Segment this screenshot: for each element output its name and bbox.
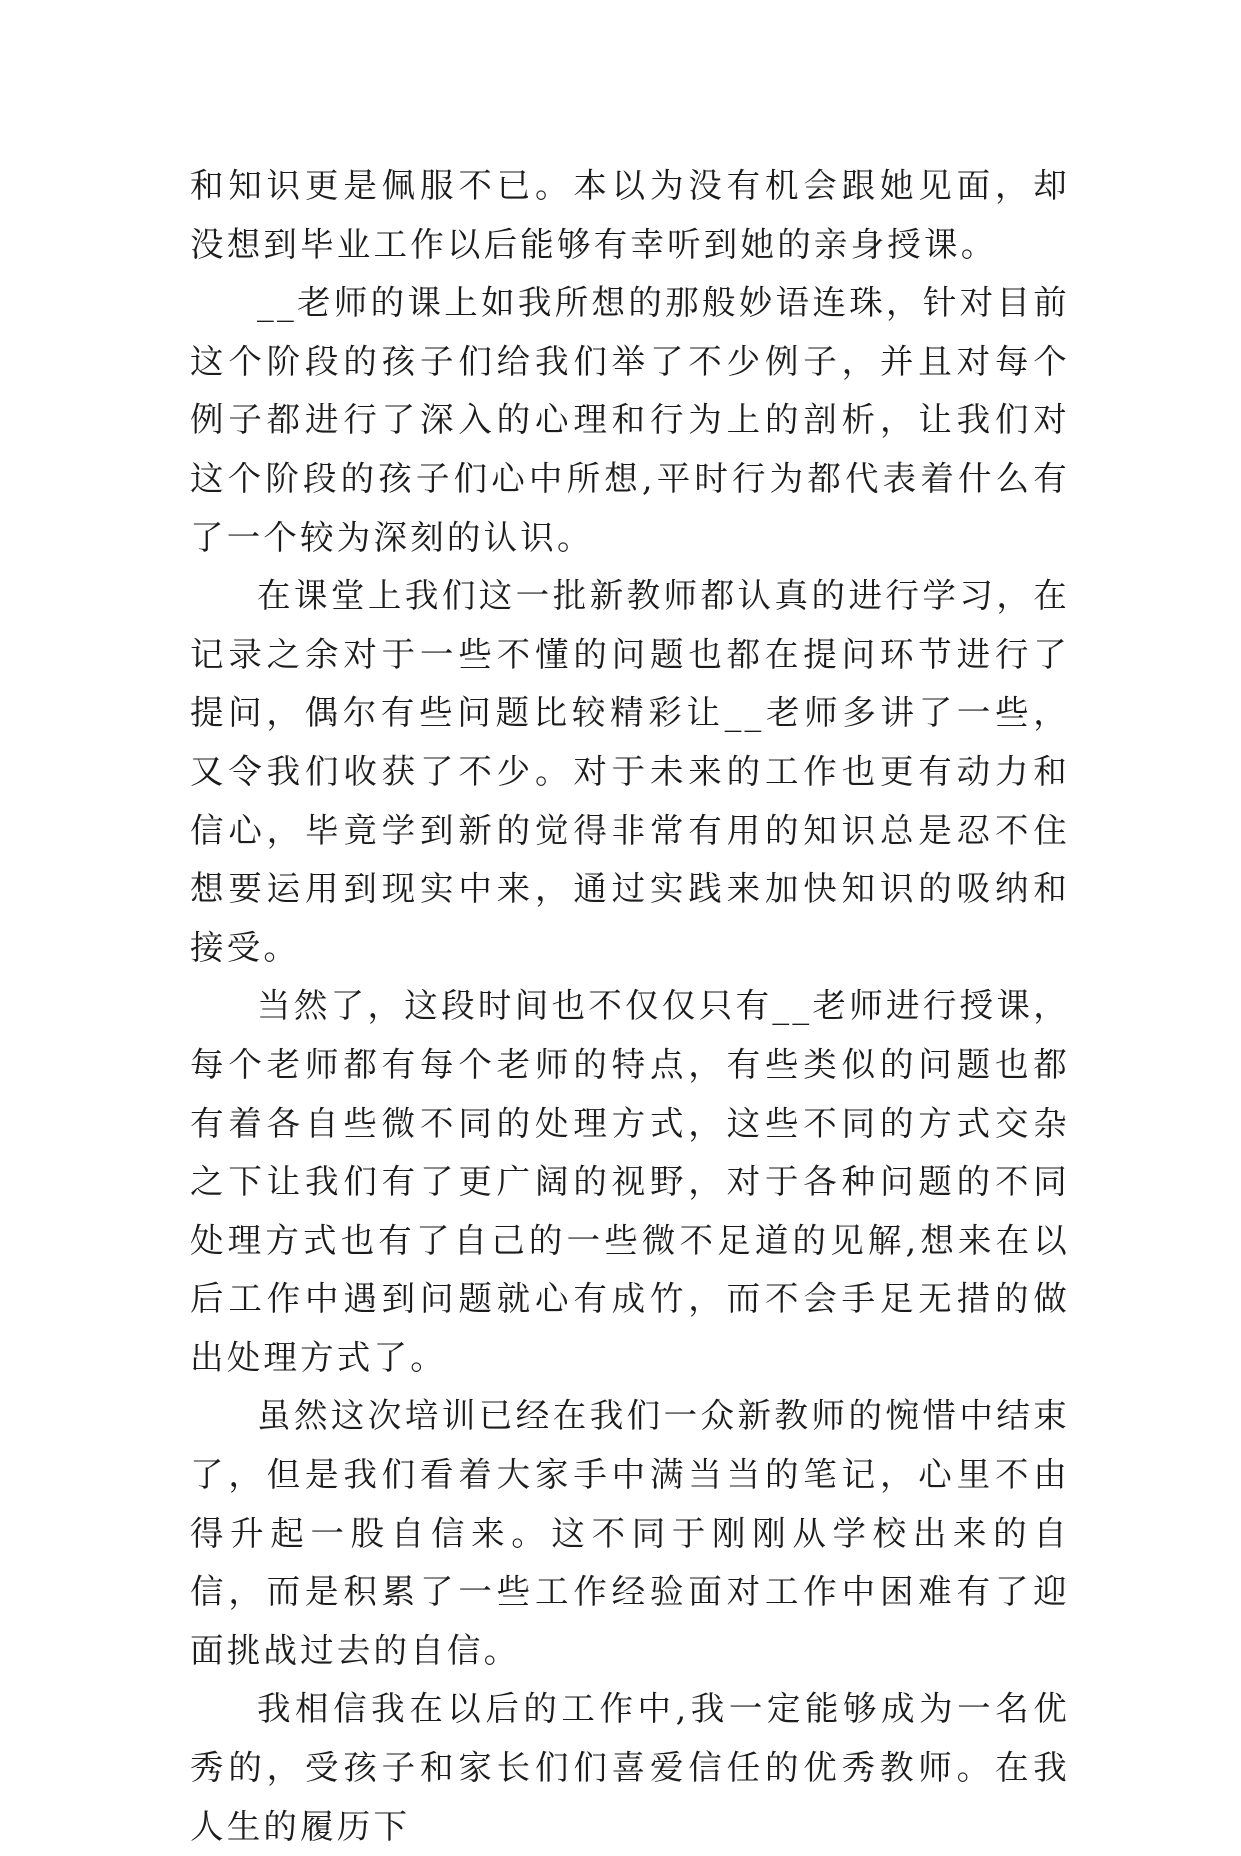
body-text bbox=[190, 157, 1070, 1856]
paragraph-4: 当然了，这段时间也不仅仅只有__老师进行授课，每个老师都有每个老师的特点，有些类似的问题也都有着各自些微不同的处理方式，这些不同的方式交杂之下让我们有了更广阔的视野，对于各种问题的不同处理方式也有了自己的一些微不足道的见解,想来在以后工作中遇到问题就心有成竹，而不会手足无措的做出处理方式了。 bbox=[190, 986, 1070, 1377]
paragraph-6: 我相信我在以后的工作中,我一定能够成为一名优秀的，受孩子和家长们们喜爱信任的优秀教师。在我人生的履历下 bbox=[190, 1689, 1070, 1846]
paragraph-5: 虽然这次培训已经在我们一众新教师的惋惜中结束了，但是我们看着大家手中满当当的笔记，心里不由得升起一股自信来。这不同于刚刚从学校出来的自信，而是积累了一些工作经验面对工作中困难有了迎面挑战过去的自信。 bbox=[190, 1396, 1070, 1670]
paragraph-2: __老师的课上如我所想的那般妙语连珠，针对目前这个阶段的孩子们给我们举了不少例子，并且对每个例子都进行了深入的心理和行为上的剖析，让我们对这个阶段的孩子们心中所想,平时行为都代表着什么有了一个较为深刻的认识。 bbox=[190, 283, 1070, 557]
paragraph-1: 和知识更是佩服不已。本以为没有机会跟她见面，却没想到毕业工作以后能够有幸听到她的亲身授课。 bbox=[190, 166, 1070, 264]
paragraph-3: 在课堂上我们这一批新教师都认真的进行学习，在记录之余对于一些不懂的问题也都在提问环节进行了提问，偶尔有些问题比较精彩让__老师多讲了一些，又令我们收获了不少。对于未来的工作也更有动力和信心，毕竟学到新的觉得非常有用的知识总是忍不住想要运用到现实中来，通过实践来加快知识的吸纳和接受。 bbox=[190, 576, 1070, 967]
